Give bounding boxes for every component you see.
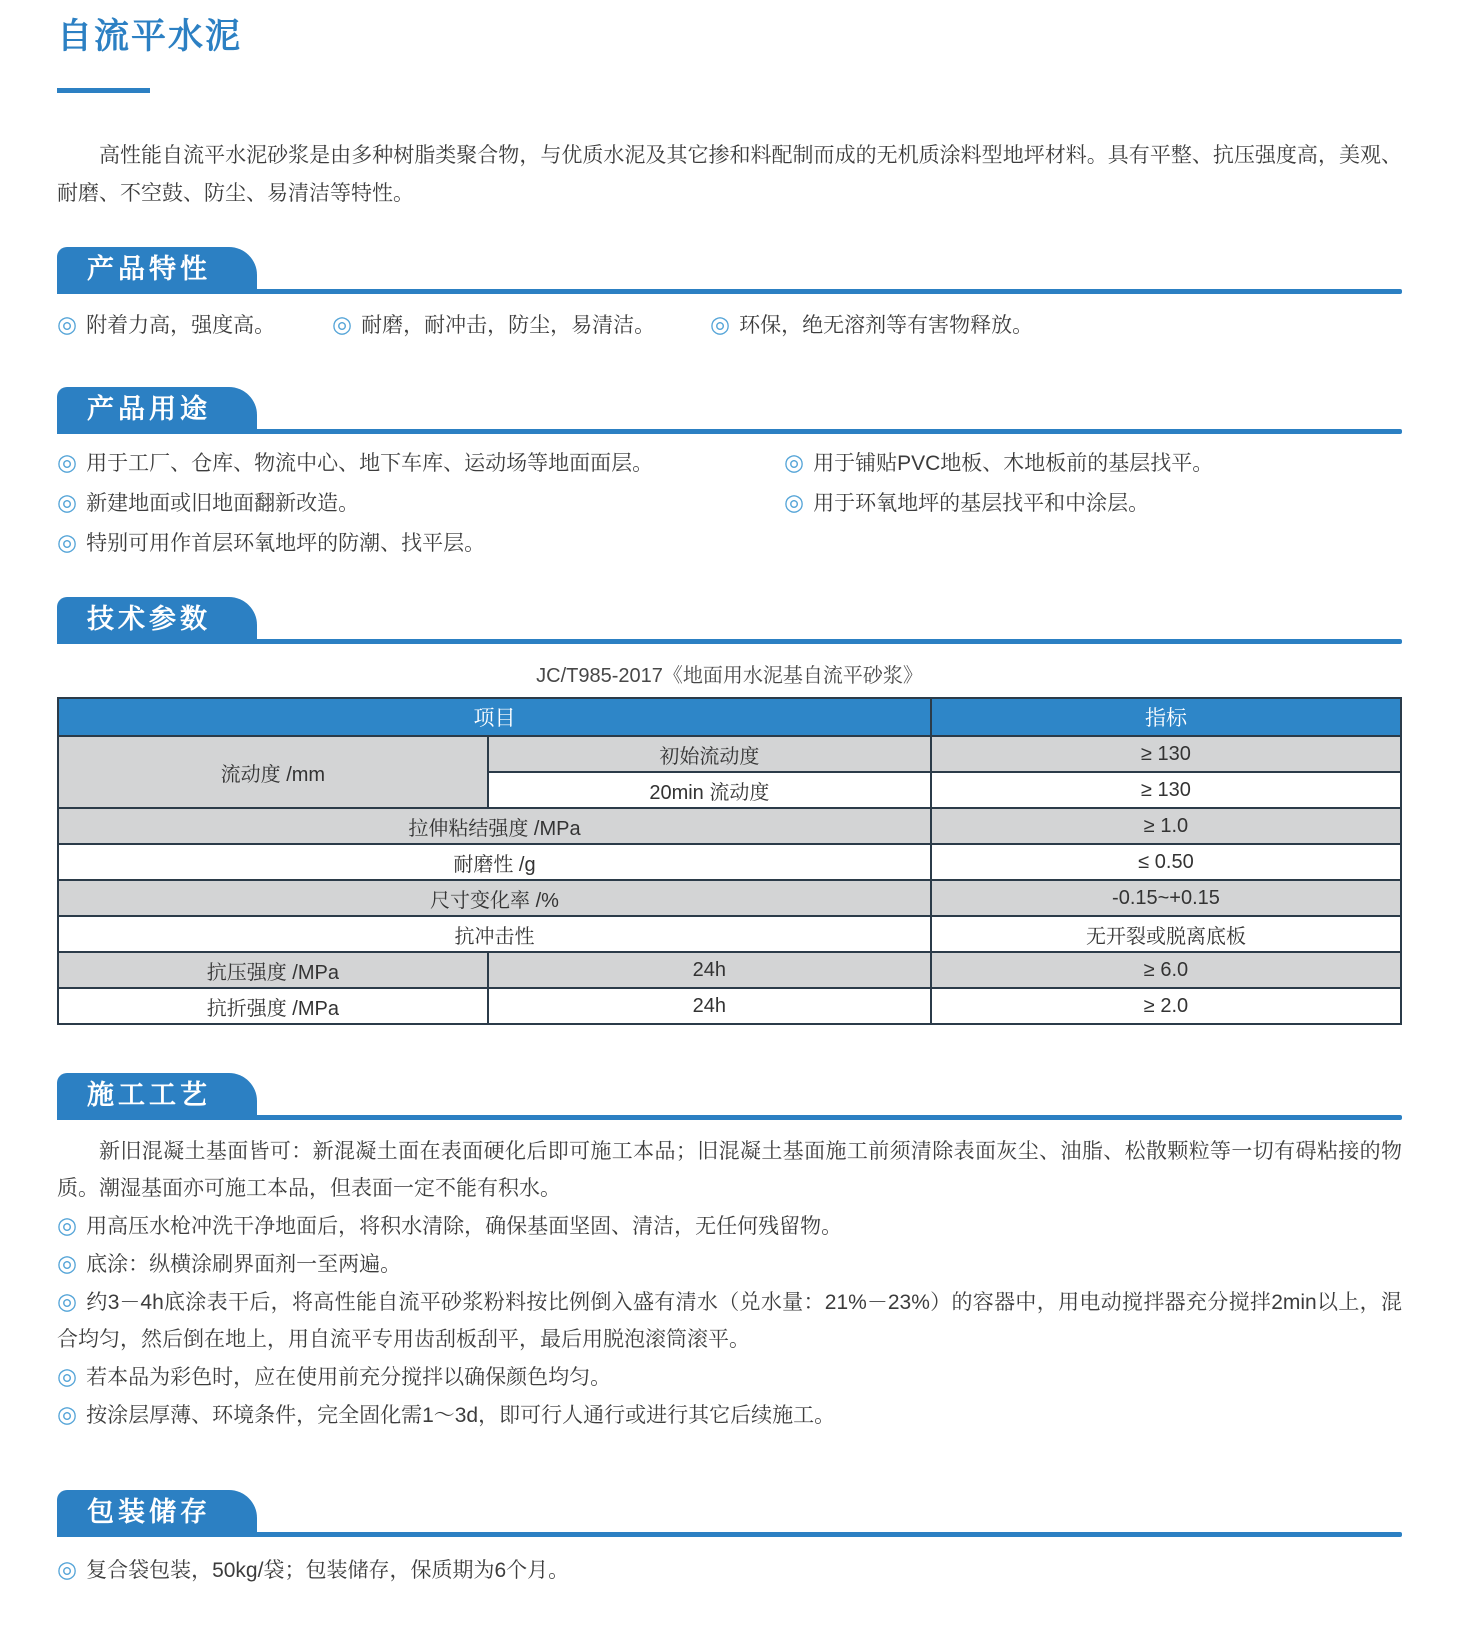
packaging-list bbox=[57, 1554, 1402, 1586]
table-header-cell: 指标 bbox=[931, 698, 1401, 736]
ring-bullet-icon: ◎ bbox=[784, 489, 805, 515]
list-item bbox=[57, 1207, 1402, 1245]
page-title: 自流平水泥 bbox=[57, 17, 243, 56]
table-cell: -0.15~+0.15 bbox=[931, 880, 1401, 916]
table-cell: 流动度 /mm bbox=[58, 736, 488, 808]
banner-rule bbox=[57, 429, 1402, 434]
bullet-text: 耐磨，耐冲击，防尘，易清洁。 bbox=[361, 314, 656, 337]
banner-rule bbox=[57, 639, 1402, 644]
ring-bullet-icon: ◎ bbox=[57, 1250, 78, 1276]
section-banner-process bbox=[57, 1073, 1402, 1120]
table-cell: 24h bbox=[488, 988, 931, 1024]
uses-left-column bbox=[57, 447, 784, 567]
bullet-text: 附着力高，强度高。 bbox=[86, 314, 276, 337]
features-list bbox=[57, 309, 1402, 341]
list-item bbox=[57, 1283, 1402, 1358]
bullet-text: 用于工厂、仓库、物流中心、地下车库、运动场等地面面层。 bbox=[86, 452, 654, 475]
process-list bbox=[57, 1207, 1402, 1434]
list-item bbox=[784, 487, 1402, 519]
uses-columns bbox=[57, 447, 1402, 567]
ring-bullet-icon: ◎ bbox=[57, 1212, 78, 1238]
table-cell: 抗折强度 /MPa bbox=[58, 988, 488, 1024]
process-paragraph: 新旧混凝土基面皆可：新混凝土面在表面硬化后即可施工本品；旧混凝土基面施工前须清除表面灰尘、油脂、松散颗粒等一切有碍粘接的物质。潮湿基面亦可施工本品，但表面一定不能有积水。 bbox=[57, 1140, 1402, 1200]
ring-bullet-icon: ◎ bbox=[57, 529, 78, 555]
section-banner-packaging bbox=[57, 1490, 1402, 1537]
ring-bullet-icon: ◎ bbox=[57, 311, 78, 337]
ring-bullet-icon: ◎ bbox=[57, 449, 78, 475]
uses-right-column bbox=[784, 447, 1402, 567]
section-heading-specs: 技术参数 bbox=[57, 597, 257, 644]
process-body bbox=[57, 1133, 1402, 1434]
banner-rule bbox=[57, 1532, 1402, 1537]
table-cell: ≥ 2.0 bbox=[931, 988, 1401, 1024]
ring-bullet-icon: ◎ bbox=[710, 311, 731, 337]
bullet-text: 环保，绝无溶剂等有害物释放。 bbox=[739, 314, 1034, 337]
list-item bbox=[57, 1554, 1402, 1586]
table-row bbox=[58, 880, 1401, 916]
bullet-text: 约3－4h底涂表干后，将高性能自流平砂浆粉料按比例倒入盛有清水（兑水量：21%－23%）的容器中，用电动搅拌器充分搅拌2min以上，混合均匀，然后倒在地上，用自流平专用齿刮板刮平，最后用脱泡滚筒滚平。 bbox=[57, 1291, 1402, 1351]
table-cell: ≥ 1.0 bbox=[931, 808, 1401, 844]
table-row bbox=[58, 844, 1401, 880]
ring-bullet-icon: ◎ bbox=[57, 489, 78, 515]
bullet-text: 用于环氧地坪的基层找平和中涂层。 bbox=[813, 492, 1150, 515]
ring-bullet-icon: ◎ bbox=[332, 311, 353, 337]
list-item bbox=[57, 487, 784, 519]
table-cell: 20min 流动度 bbox=[488, 772, 931, 808]
table-header-row bbox=[58, 698, 1401, 736]
table-row bbox=[58, 736, 1401, 772]
list-item bbox=[57, 1396, 1402, 1434]
list-item bbox=[57, 447, 784, 479]
ring-bullet-icon: ◎ bbox=[57, 1556, 78, 1582]
list-item bbox=[57, 309, 332, 341]
list-item bbox=[710, 309, 1402, 341]
table-cell: 无开裂或脱离底板 bbox=[931, 916, 1401, 952]
section-heading-packaging: 包装储存 bbox=[57, 1490, 257, 1537]
bullet-text: 特别可用作首层环氧地坪的防潮、找平层。 bbox=[86, 532, 486, 555]
ring-bullet-icon: ◎ bbox=[57, 1288, 78, 1314]
section-heading-uses: 产品用途 bbox=[57, 387, 257, 434]
table-row bbox=[58, 952, 1401, 988]
list-item bbox=[784, 447, 1402, 479]
spec-table bbox=[57, 697, 1402, 1025]
bullet-text: 按涂层厚薄、环境条件，完全固化需1～3d，即可行人通行或进行其它后续施工。 bbox=[86, 1404, 836, 1427]
ring-bullet-icon: ◎ bbox=[57, 1363, 78, 1389]
table-cell: 抗冲击性 bbox=[58, 916, 931, 952]
table-cell: 抗压强度 /MPa bbox=[58, 952, 488, 988]
section-banner-features bbox=[57, 247, 1402, 294]
intro-paragraph: 高性能自流平水泥砂浆是由多种树脂类聚合物，与优质水泥及其它掺和料配制而成的无机质涂料型地坪材料。具有平整、抗压强度高，美观、耐磨、不空鼓、防尘、易清洁等特性。 bbox=[57, 144, 1402, 205]
banner-rule bbox=[57, 289, 1402, 294]
list-item bbox=[57, 527, 784, 559]
list-item bbox=[57, 1358, 1402, 1396]
section-heading-process: 施工工艺 bbox=[57, 1073, 257, 1120]
list-item bbox=[332, 309, 710, 341]
table-row bbox=[58, 916, 1401, 952]
banner-rule bbox=[57, 1115, 1402, 1120]
section-heading-features: 产品特性 bbox=[57, 247, 257, 294]
section-banner-uses bbox=[57, 387, 1402, 434]
section-banner-specs bbox=[57, 597, 1402, 644]
bullet-text: 用于铺贴PVC地板、木地板前的基层找平。 bbox=[813, 452, 1214, 475]
table-cell: ≤ 0.50 bbox=[931, 844, 1401, 880]
spec-table-caption: JC/T985-2017《地面用水泥基自流平砂浆》 bbox=[536, 665, 923, 687]
table-cell: ≥ 130 bbox=[931, 736, 1401, 772]
table-cell: ≥ 6.0 bbox=[931, 952, 1401, 988]
table-row bbox=[58, 808, 1401, 844]
table-cell: 24h bbox=[488, 952, 931, 988]
bullet-text: 新建地面或旧地面翻新改造。 bbox=[86, 492, 360, 515]
list-item bbox=[57, 1245, 1402, 1283]
bullet-text: 用高压水枪冲洗干净地面后，将积水清除，确保基面坚固、清洁，无任何残留物。 bbox=[86, 1215, 843, 1238]
bullet-text: 若本品为彩色时，应在使用前充分搅拌以确保颜色均匀。 bbox=[86, 1366, 612, 1389]
title-underline bbox=[57, 88, 150, 93]
table-header-cell: 项目 bbox=[58, 698, 931, 736]
table-cell: 尺寸变化率 /% bbox=[58, 880, 931, 916]
bullet-text: 底涂：纵横涂刷界面剂一至两遍。 bbox=[86, 1253, 402, 1276]
table-cell: 拉伸粘结强度 /MPa bbox=[58, 808, 931, 844]
table-row bbox=[58, 988, 1401, 1024]
table-cell: ≥ 130 bbox=[931, 772, 1401, 808]
table-cell: 耐磨性 /g bbox=[58, 844, 931, 880]
ring-bullet-icon: ◎ bbox=[57, 1401, 78, 1427]
ring-bullet-icon: ◎ bbox=[784, 449, 805, 475]
table-cell: 初始流动度 bbox=[488, 736, 931, 772]
bullet-text: 复合袋包装，50kg/袋；包装储存，保质期为6个月。 bbox=[86, 1559, 570, 1582]
